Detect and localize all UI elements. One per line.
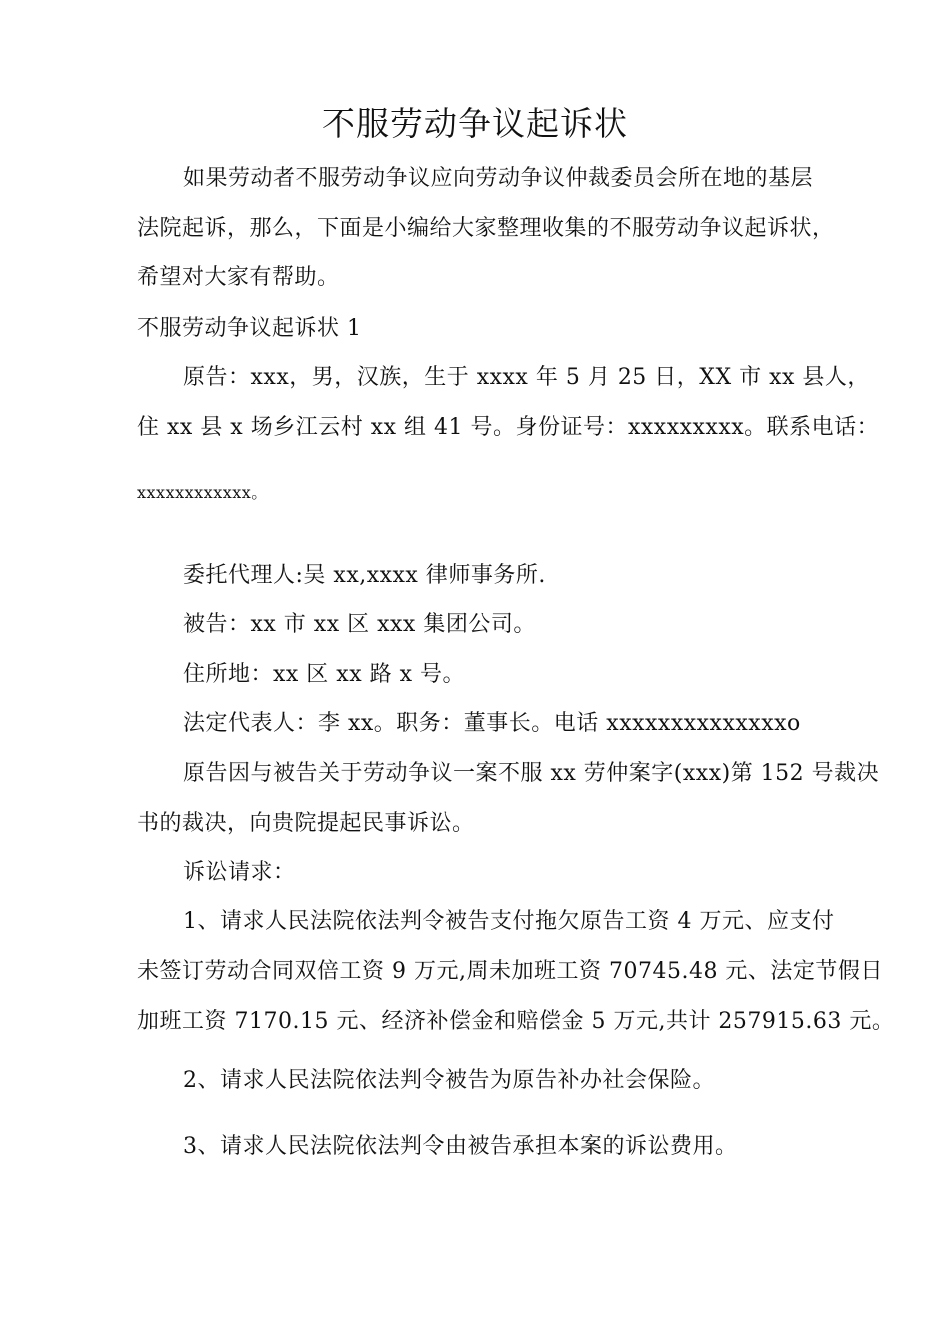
section-heading: 不服劳动争议起诉状 1 <box>137 316 362 341</box>
legal-representative-line: 法定代表人：李 xx。职务：董事长。电话 xxxxxxxxxxxxxxo <box>183 711 801 736</box>
defendant-address-line: 住所地：xx 区 xx 路 x 号。 <box>183 662 466 687</box>
claim-item-3: 3、请求人民法院依法判令由被告承担本案的诉讼费用。 <box>183 1134 738 1159</box>
plaintiff-line: 原告：xxx，男，汉族，生于 xxxx 年 5 月 25 日，XX 市 xx 县人， <box>183 365 870 390</box>
claims-heading: 诉讼请求： <box>183 860 296 885</box>
plaintiff-address-line: 住 xx 县 x 场乡江云村 xx 组 41 号。身份证号：xxxxxxxxx。联系电话： <box>137 415 880 440</box>
paragraph-line: 原告因与被告关于劳动争议一案不服 xx 劳仲案字(xxx)第 152 号裁决 <box>183 761 880 786</box>
claim-item-1: 1、请求人民法院依法判令被告支付拖欠原告工资 4 万元、应支付 <box>183 909 835 934</box>
paragraph-line: 法院起诉，那么，下面是小编给大家整理收集的不服劳动争议起诉状， <box>137 216 835 241</box>
claim-item-2: 2、请求人民法院依法判令被告为原告补办社会保险。 <box>183 1068 715 1093</box>
plaintiff-phone-line: xxxxxxxxxxxx。 <box>137 483 268 502</box>
paragraph-line: 如果劳动者不服劳动争议应向劳动争议仲裁委员会所在地的基层 <box>183 166 814 191</box>
claim-item-1-cont: 未签订劳动合同双倍工资 9 万元,周未加班工资 70745.48 元、法定节假日 <box>137 959 883 984</box>
paragraph-line: 希望对大家有帮助。 <box>137 265 340 290</box>
document-title: 不服劳动争议起诉状 <box>322 104 628 143</box>
agent-line: 委托代理人:吴 xx,xxxx 律师事务所. <box>183 563 546 588</box>
paragraph-line: 书的裁决，向贵院提起民事诉讼。 <box>137 811 475 836</box>
claim-item-1-cont: 加班工资 7170.15 元、经济补偿金和赔偿金 5 万元,共计 257915.63 元。 <box>137 1009 895 1034</box>
defendant-line: 被告：xx 市 xx 区 xxx 集团公司。 <box>183 612 536 637</box>
